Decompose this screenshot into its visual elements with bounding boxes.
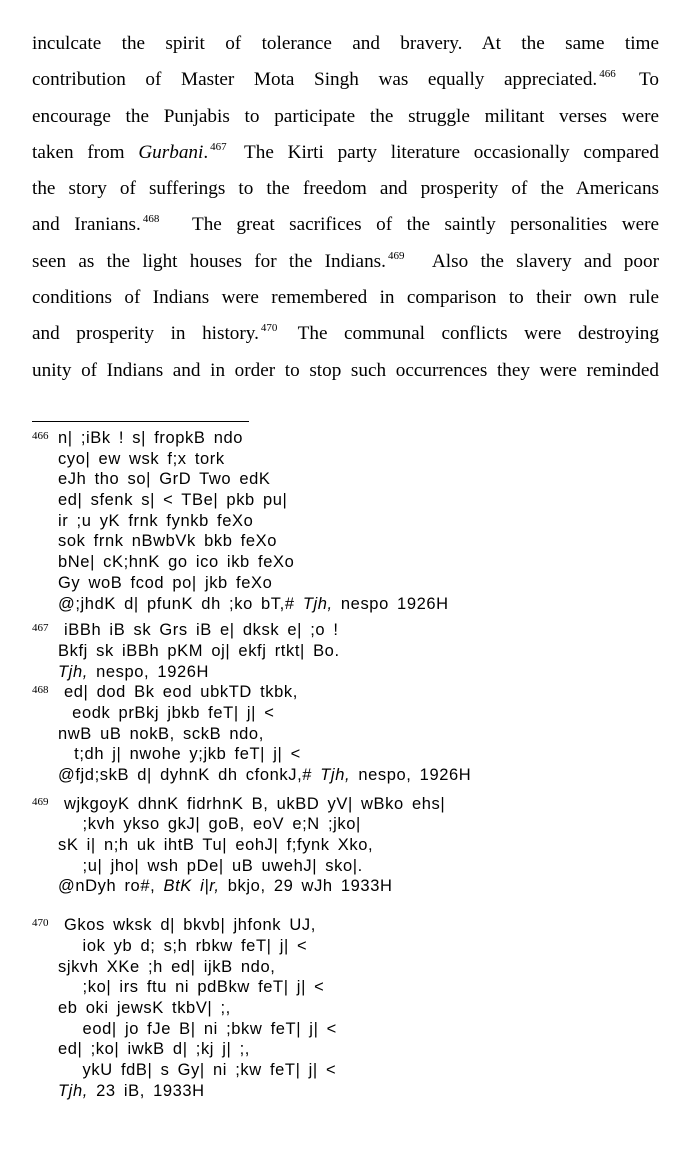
footnote-ref-466[interactable]: 466 — [599, 68, 616, 81]
footnote-line: ir ;u yK frnk fynkb feXo — [58, 511, 254, 530]
body-line-6 — [32, 207, 659, 243]
footnote-citation-line — [32, 765, 672, 786]
footnote-line: ed| ;ko| iwkB d| ;kj j| ;, — [58, 1040, 250, 1059]
footnote-line: eodk prBkj jbkb feT| j| < — [64, 703, 275, 722]
footnote-line: ;kvh ykso gkJ| goB, eoV e;N ;jko| — [58, 815, 361, 834]
citation-source: Tjh, — [302, 594, 333, 613]
footnote-line: bNe| cK;hnK go ico ikb feXo — [58, 553, 295, 572]
footnote-citation-line — [32, 662, 672, 683]
footnote-line: iBBh iB sk Grs iB e| dksk e| ;o ! — [64, 621, 339, 640]
footnote-citation-line — [32, 876, 672, 897]
body-text-run: conditions of Indians were remembered in comparison to their own rule — [32, 287, 659, 309]
footnote-line: ;ko| irs ftu ni pdBkw feT| j| < — [58, 978, 325, 997]
footnote-line: wjkgoyK dhnK fidrhnK B, ukBD yV| wBko ehs| — [64, 794, 446, 813]
footnote-line: Bkfj sk iBBh pKM oj| ekfj rtkt| Bo. — [58, 641, 340, 660]
footnote-line: sok frnk nBwbVk bkb feXo — [58, 532, 277, 551]
citation-source: BtK i|r, — [163, 877, 220, 896]
footnote-number: 466 — [32, 430, 49, 442]
footnote-469 — [32, 794, 672, 897]
footnotes-section — [32, 428, 672, 1101]
citation-source: Tjh, — [58, 662, 88, 681]
body-text-run: the story of sufferings to the freedom and prosperity of the Americans — [32, 178, 659, 200]
citation-date: 23 iB, 1933H — [96, 1081, 205, 1100]
body-text-run: The great sacrifices of the saintly personalities were — [191, 214, 659, 236]
body-text-run: contribution of Master Mota Singh was equally appreciated. — [32, 69, 598, 91]
footnote-line: cyo| ew wsk f;x tork — [58, 449, 225, 468]
footnote-470 — [32, 915, 672, 1101]
citation-date: nespo, 1926H — [358, 766, 472, 784]
citation-title: @fjd;skB d| dyhnK dh cfonkJ,# — [58, 766, 313, 784]
body-text-run: The Kirti party literature occasionally compared — [244, 141, 659, 163]
body-text-run: taken from — [32, 141, 125, 163]
body-text-run: To — [639, 69, 659, 91]
footnote-line: ykU fdB| s Gy| ni ;kw feT| j| < — [58, 1060, 337, 1079]
body-text-run: Also the slavery and poor — [431, 250, 659, 272]
body-text-run: . — [203, 141, 209, 163]
body-text-run: and prosperity in history. — [32, 323, 259, 345]
citation-title: @nDyh ro#, — [58, 877, 156, 896]
footnote-ref-468[interactable]: 468 — [142, 213, 160, 226]
body-line-10 — [32, 353, 659, 389]
footnote-line: ;u| jho| wsh pDe| uB uwehJ| sko|. — [58, 856, 363, 875]
body-line-9 — [32, 316, 659, 352]
footnote-line: eod| jo fJe B| ni ;bkw feT| j| < — [58, 1019, 337, 1038]
footnote-line: n| ;iBk ! s| fropkB ndo — [58, 429, 244, 447]
body-line-3 — [32, 99, 659, 135]
footnote-separator — [32, 421, 249, 422]
body-text-run: unity of Indians and in order to stop such occurrences they were reminded — [32, 359, 659, 381]
body-line-2 — [32, 62, 659, 98]
footnote-line: t;dh j| nwohe y;jkb feT| j| < — [66, 745, 301, 764]
footnote-citation-line — [32, 1081, 672, 1102]
footnote-number: 470 — [32, 917, 49, 930]
citation-title: @;jhdK d| pfunK dh ;ko bT,# — [58, 594, 295, 613]
footnote-468 — [32, 682, 672, 785]
footnote-line: Gkos wksk d| bkvb| jhfonk UJ, — [64, 916, 316, 935]
body-paragraph — [32, 26, 659, 389]
footnote-ref-470[interactable]: 470 — [260, 322, 278, 335]
citation-date: bkjo, 29 wJh 1933H — [227, 877, 393, 896]
body-line-5 — [32, 171, 659, 207]
footnote-line: sK i| n;h uk ihtB Tu| eohJ| f;fynk Xko, — [58, 836, 374, 855]
footnote-citation-line — [32, 594, 672, 615]
citation-source: Tjh, — [58, 1081, 88, 1100]
footnote-466 — [32, 428, 672, 614]
footnote-line: nwB uB nokB, sckB ndo, — [58, 724, 264, 743]
body-line-1 — [32, 26, 659, 62]
body-line-7 — [32, 244, 659, 280]
citation-date: nespo, 1926H — [96, 662, 210, 681]
body-text-run: encourage the Punjabis to participate the struggle militant verses were — [32, 105, 659, 127]
footnote-line: sjkvh XKe ;h ed| ijkB ndo, — [58, 957, 276, 976]
footnote-line: ed| dod Bk eod ubkTD tkbk, — [64, 683, 298, 702]
footnote-line: eJh tho so| GrD Two edK — [58, 470, 271, 489]
footnote-number: 467 — [32, 622, 49, 635]
body-text-run: seen as the light houses for the Indians. — [32, 250, 386, 272]
footnote-number: 469 — [32, 795, 49, 808]
footnote-ref-467[interactable]: 467 — [210, 140, 227, 153]
footnote-line: Gy woB fcod po| jkb feXo — [58, 573, 273, 592]
body-text-run: The communal conflicts were destroying — [297, 323, 659, 345]
footnote-467 — [32, 620, 672, 682]
footnote-ref-469[interactable]: 469 — [387, 249, 405, 262]
citation-date: nespo 1926H — [340, 594, 449, 613]
body-text-run: and Iranians. — [32, 214, 141, 236]
body-text-run: inculcate the spirit of tolerance and bravery. At the same time — [32, 33, 659, 54]
citation-source: Tjh, — [320, 766, 351, 784]
footnote-line: ed| sfenk s| < TBe| pkb pu| — [58, 491, 288, 510]
body-line-8 — [32, 280, 659, 316]
footnote-number: 468 — [32, 684, 49, 697]
body-line-4 — [32, 135, 659, 171]
footnote-line: eb oki jewsK tkbV| ;, — [58, 998, 231, 1017]
footnote-line: iok yb d; s;h rbkw feT| j| < — [58, 936, 308, 955]
italic-term: Gurbani — [138, 141, 204, 163]
